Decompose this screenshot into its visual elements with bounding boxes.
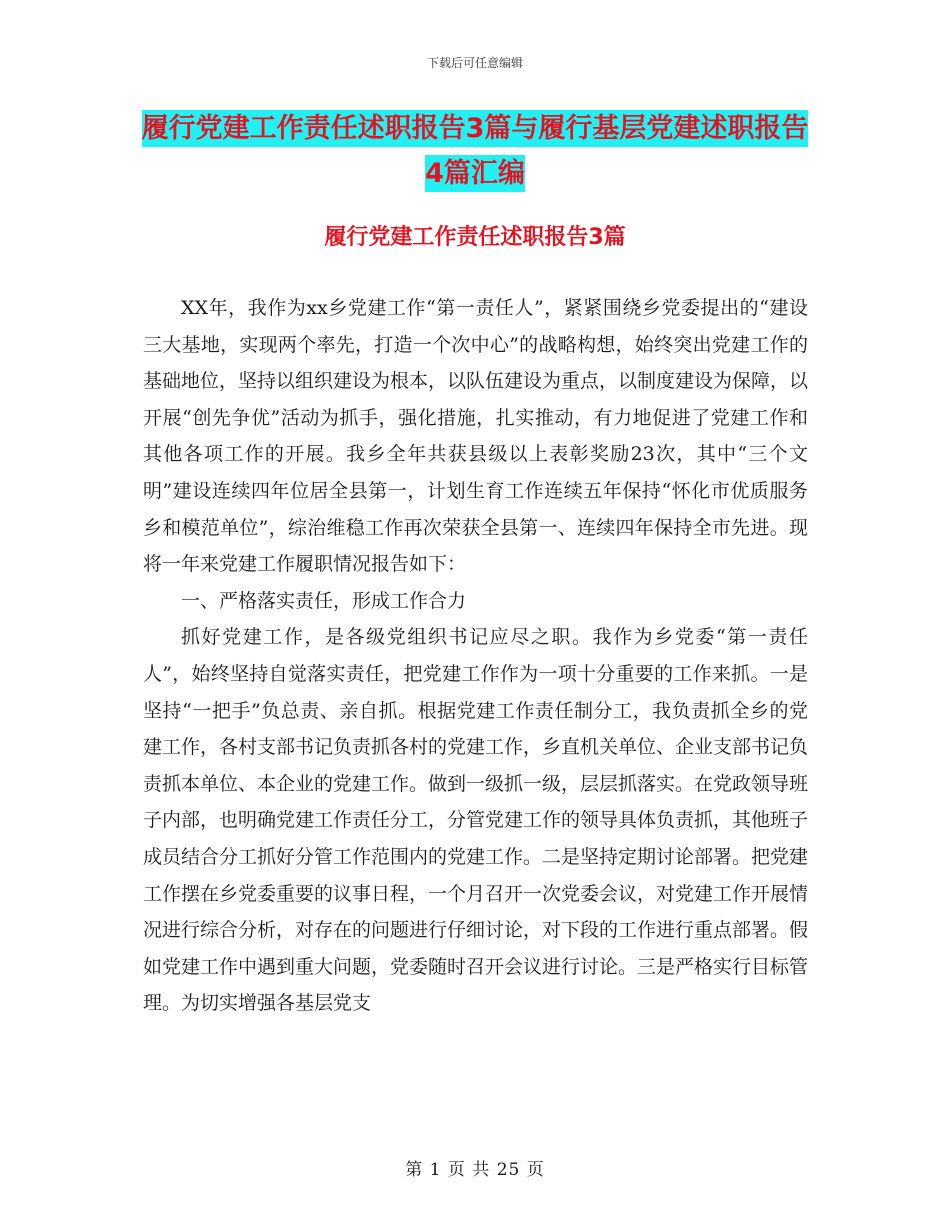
page-number: 第 1 页 共 25 页 — [405, 1160, 545, 1180]
paragraph-heading-1: 一、严格落实责任，形成工作合力 — [181, 589, 467, 612]
section-title: 履行党建工作责任述职报告3篇 — [324, 225, 626, 250]
paragraph-responsibility: 抓好党建工作，是各级党组织书记应尽之职。我作为乡党委“第一责任人”，始终坚持自觉落实责任，把党建工作作为一项十分重要的工作来抓。一是坚持“一把手”负总责、亲自抓。根据党建工作责任制分工，我负责抓全乡的党建工作，各村支部书记负责抓各村的党建工作，乡直机关单位、企业支部书记负责抓本单位、本企业的党建工作。做到一级抓一级，层层抓落实。在党政领导班子内部，也明确党建工作责任分工，分管党建工作的领导具体负责抓，其他班子成员结合分工抓好分管工作范围内的党建工作。二是坚持定期讨论部署。把党建工作摆在乡党委重要的议事日程，一个月召开一次党委会议，对党建工作开展情况进行综合分析，对存在的问题进行仔细讨论，对下段的工作进行重点部署。假如党建工作中遇到重大问题，党委随时召开会议进行讨论。三是严格实行目标管理。为切实增强各基层党支 — [143, 626, 809, 1015]
document-title — [140, 106, 810, 196]
document-body — [143, 290, 808, 1022]
page-header-note: 下载后可任意编辑 — [426, 56, 523, 70]
paragraph-intro: XX年，我作为xx乡党建工作“第一责任人”，紧紧围绕乡党委提出的“建设三大基地，实现两个率先，打造一个次中心”的战略构想，始终突出党建工作的基础地位，坚持以组织建设为根本，以队伍建设为重点，以制度建设为保障，以开展“创先争优”活动为抓手，强化措施，扎实推动，有力地促进了党建工作和其他各项工作的开展。我乡全年共获县级以上表彰奖励23次，其中“三个文明”建设连续四年位居全县第一，计划生育工作连续五年保持“怀化市优质服务乡和模范单位”，综治维稳工作再次荣获全县第一、连续四年保持全市先进。现将一年来党建工作履职情况报告如下： — [143, 297, 809, 576]
document-title-text: 履行党建工作责任述职报告3篇与履行基层党建述职报告4篇汇编 — [142, 110, 809, 192]
